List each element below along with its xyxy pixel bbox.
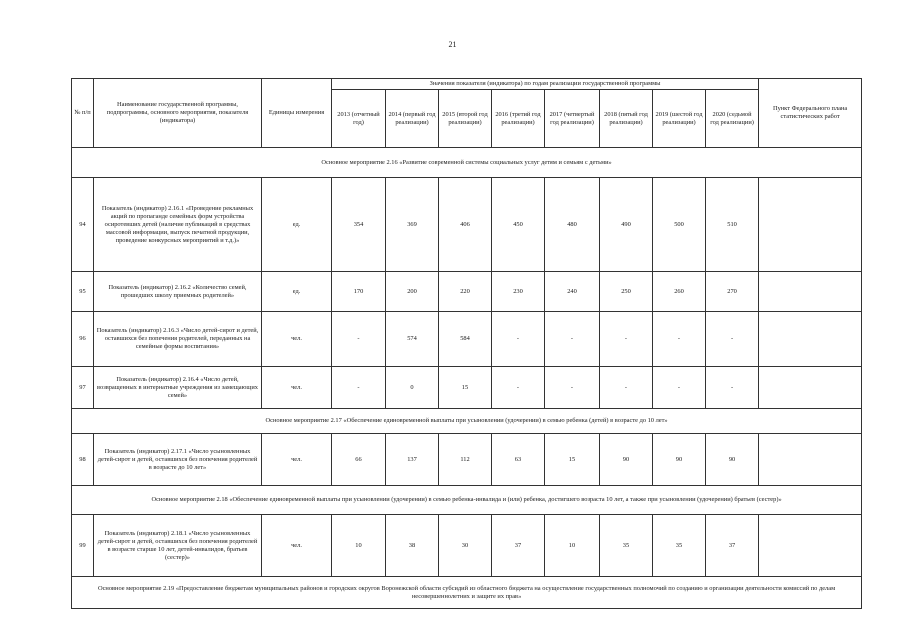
table-row [72, 178, 862, 272]
row-name: Показатель (индикатор) 2.17.1 «Число усыновленных детей-сирот и детей, оставшихся без попечения родителей в возрасте до 10 лет» [94, 434, 262, 486]
header-year: 2018 (пятый год реализации) [600, 90, 653, 148]
row-value: 35 [653, 515, 706, 577]
row-value: 230 [492, 272, 545, 312]
row-value: - [545, 312, 600, 367]
row-value: 220 [439, 272, 492, 312]
row-plan [759, 312, 862, 367]
section-title: Основное мероприятие 2.18 «Обеспечение единовременной выплаты при усыновлении (удочерении) в семью ребенка-инвалида и (или) ребенка, достигшего возраста 10 лет, а также при усыновлении (удочерении) братьев (сестер)» [72, 486, 862, 515]
header-num: № п/п [72, 79, 94, 148]
section-row [72, 148, 862, 178]
row-value: 63 [492, 434, 545, 486]
row-value: 510 [706, 178, 759, 272]
row-name: Показатель (индикатор) 2.16.3 «Число детей-сирот и детей, оставшихся без попечения родителей, переданных на семейные формы воспитания» [94, 312, 262, 367]
header-year: 2013 (отчетный год) [332, 90, 386, 148]
row-value: - [332, 367, 386, 409]
section-row [72, 409, 862, 434]
row-unit: чел. [262, 515, 332, 577]
row-value: 200 [386, 272, 439, 312]
header-year: 2015 (второй год реализации) [439, 90, 492, 148]
row-unit: ед. [262, 272, 332, 312]
row-value: 35 [600, 515, 653, 577]
row-value: 406 [439, 178, 492, 272]
row-value: 30 [439, 515, 492, 577]
row-value: 500 [653, 178, 706, 272]
row-value: 490 [600, 178, 653, 272]
row-value: 354 [332, 178, 386, 272]
row-value: - [706, 312, 759, 367]
row-value: 10 [332, 515, 386, 577]
row-value: 0 [386, 367, 439, 409]
row-value: 90 [653, 434, 706, 486]
header-year: 2020 (седьмой год реализации) [706, 90, 759, 148]
row-value: - [332, 312, 386, 367]
section-title: Основное мероприятие 2.19 «Предоставление бюджетам муниципальных районов и городских округов Воронежской области субсидий из областного бюджета на осуществление государственных полномочий по созданию и организации деятельности комиссий по делам несовершеннолетних и защите их прав» [72, 577, 862, 609]
table-row [72, 272, 862, 312]
header-year: 2017 (четвертый год реализации) [545, 90, 600, 148]
table-row [72, 515, 862, 577]
row-num: 95 [72, 272, 94, 312]
section-row [72, 577, 862, 609]
row-plan [759, 515, 862, 577]
row-value: 37 [706, 515, 759, 577]
row-value: 15 [439, 367, 492, 409]
row-value: 584 [439, 312, 492, 367]
row-num: 94 [72, 178, 94, 272]
row-name: Показатель (индикатор) 2.16.2 «Количество семей, прошедших школу приемных родителей» [94, 272, 262, 312]
section-row [72, 486, 862, 515]
row-value: 10 [545, 515, 600, 577]
header-unit: Единицы измерения [262, 79, 332, 148]
row-value: 240 [545, 272, 600, 312]
row-value: 480 [545, 178, 600, 272]
row-value: - [545, 367, 600, 409]
header-name: Наименование государственной программы, подпрограммы, основного мероприятия, показателя (индикатора) [94, 79, 262, 148]
row-value: 369 [386, 178, 439, 272]
row-value: 450 [492, 178, 545, 272]
header-year: 2014 (первый год реализации) [386, 90, 439, 148]
row-num: 99 [72, 515, 94, 577]
row-plan [759, 434, 862, 486]
row-value: - [600, 367, 653, 409]
row-name: Показатель (индикатор) 2.16.1 «Проведение рекламных акций по пропаганде семейных форм устройства осиротевших детей (наличие публикаций в средствах массовой информации, выпуск печатной продукции, проведение конкурсных мероприятий и т.д.)» [94, 178, 262, 272]
row-value: - [653, 367, 706, 409]
row-name: Показатель (индикатор) 2.18.1 «Число усыновленных детей-сирот и детей, оставшихся без попечения родителей в возрасте старше 10 лет, детей-инвалидов, братьев (сестер)» [94, 515, 262, 577]
row-num: 97 [72, 367, 94, 409]
row-value: 270 [706, 272, 759, 312]
table-row [72, 434, 862, 486]
row-value: 137 [386, 434, 439, 486]
row-value: 37 [492, 515, 545, 577]
row-value: - [706, 367, 759, 409]
row-value: 260 [653, 272, 706, 312]
row-num: 96 [72, 312, 94, 367]
row-value: 170 [332, 272, 386, 312]
row-unit: чел. [262, 434, 332, 486]
section-title: Основное мероприятие 2.17 «Обеспечение единовременной выплаты при усыновлении (удочерении) в семью ребенка (детей) в возрасте до 10 лет» [72, 409, 862, 434]
row-name: Показатель (индикатор) 2.16.4 «Число детей, возвращенных в интернатные учреждения из замещающих семей» [94, 367, 262, 409]
row-value: 90 [706, 434, 759, 486]
row-value: 574 [386, 312, 439, 367]
table-row [72, 312, 862, 367]
row-value: - [653, 312, 706, 367]
row-plan [759, 178, 862, 272]
row-value: 112 [439, 434, 492, 486]
header-year: 2016 (третий год реализации) [492, 90, 545, 148]
row-num: 98 [72, 434, 94, 486]
row-value: 66 [332, 434, 386, 486]
header-plan: Пункт Федерального плана статистических работ [759, 79, 862, 148]
header-values-group: Значения показателя (индикатора) по годам реализации государственной программы [332, 79, 759, 90]
row-value: - [492, 367, 545, 409]
table-row [72, 367, 862, 409]
row-unit: ед. [262, 178, 332, 272]
row-value: 250 [600, 272, 653, 312]
indicators-table [71, 78, 862, 609]
header-year: 2019 (шестой год реализации) [653, 90, 706, 148]
page-number: 21 [448, 40, 457, 49]
row-value: - [600, 312, 653, 367]
header-row-top [72, 79, 862, 90]
row-value: - [492, 312, 545, 367]
row-unit: чел. [262, 367, 332, 409]
row-value: 38 [386, 515, 439, 577]
row-value: 90 [600, 434, 653, 486]
row-plan [759, 272, 862, 312]
row-plan [759, 367, 862, 409]
section-title: Основное мероприятие 2.16 «Развитие современной системы социальных услуг детям и семьям с детьми» [72, 148, 862, 178]
row-unit: чел. [262, 312, 332, 367]
row-value: 15 [545, 434, 600, 486]
